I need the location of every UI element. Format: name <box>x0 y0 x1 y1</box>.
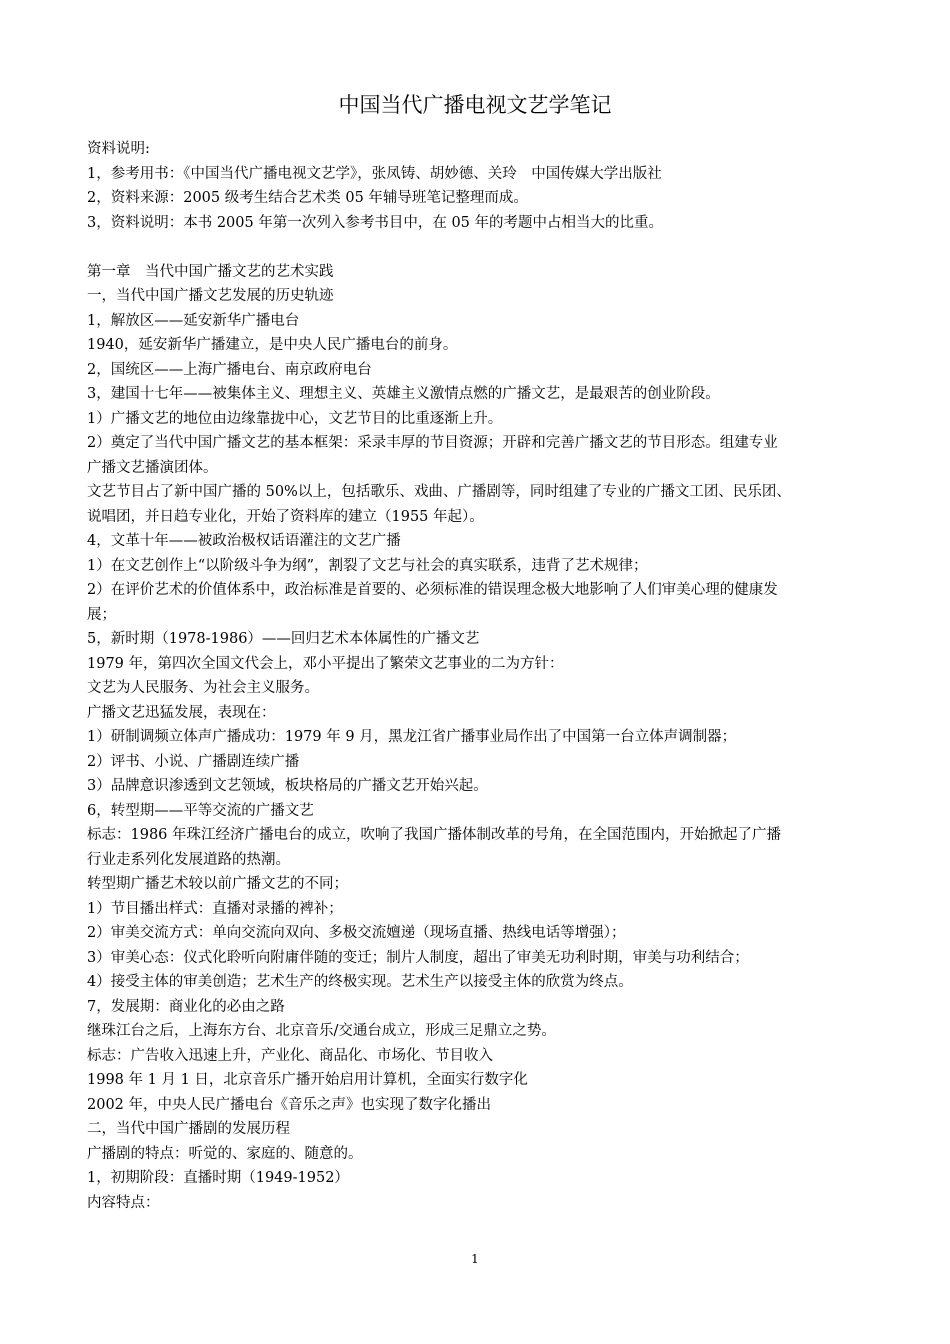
text-line: 展； <box>87 606 116 623</box>
text-line: 继珠江台之后，上海东方台、北京音乐/交通台成立，形成三足鼎立之势。 <box>87 1023 556 1039</box>
paragraph-gap <box>87 235 877 260</box>
text-line: 广播文艺播演团体。 <box>87 459 218 476</box>
text-line: 广播文艺迅猛发展，表现在： <box>87 704 276 721</box>
text-line: 4）接受主体的审美创造；艺术生产的终极实现。艺术生产以接受主体的欣赏为终点。 <box>87 974 633 990</box>
text-line: 1，解放区——延安新华广播电台 <box>87 312 300 329</box>
text-line: 广播剧的特点：听觉的、家庭的、随意的。 <box>87 1145 363 1162</box>
page-number: 1 <box>471 1252 479 1266</box>
text-line: 转型期广播艺术较以前广播文艺的不同； <box>87 876 348 892</box>
text-line: 1）节目播出样式：直播对录播的裨补； <box>87 900 343 917</box>
text-line: 2）评书、小说、广播剧连续广播 <box>87 753 300 770</box>
text-line: 2）审美交流方式：单向交流向双向、多极交流嬗递（现场直播、热线电话等增强）； <box>87 925 626 941</box>
text-line: 2002 年，中央人民广播电台《音乐之声》也实现了数字化播出 <box>87 1096 492 1113</box>
text-line: 说唱团，并日趋专业化，开始了资料库的建立（1955 年起）。 <box>87 508 484 525</box>
text-line: 2，国统区——上海广播电台、南京政府电台 <box>87 361 372 378</box>
text-line: 1979 年，第四次全国文代会上，邓小平提出了繁荣文艺事业的二为方针： <box>87 655 564 672</box>
text-line: 6，转型期——平等交流的广播文艺 <box>87 802 314 819</box>
text-line: 行业走系列化发展道路的热潮。 <box>87 851 290 868</box>
text-line: 3）审美心态：仪式化聆听向附庸伴随的变迁；制片人制度，超出了审美无功利时期，审美与功利结合； <box>87 949 749 966</box>
text-line: 1）广播文艺的地位由边缘靠拢中心，文艺节目的比重逐渐上升。 <box>87 410 503 427</box>
text-line: 第一章 当代中国广播文艺的艺术实践 <box>87 263 334 280</box>
text-line: 标志：广告收入迅速上升，产业化、商品化、市场化、节目收入 <box>87 1047 493 1064</box>
text-line: 7，发展期：商业化的必由之路 <box>87 998 285 1015</box>
text-line: 1998 年 1 月 1 日，北京音乐广播开始启用计算机，全面实行数字化 <box>87 1072 528 1088</box>
text-line: 二，当代中国广播剧的发展历程 <box>87 1121 290 1137</box>
intro-item: 2，资料来源：2005 级考生结合艺术类 05 年辅导班笔记整理而成。 <box>87 190 528 206</box>
intro-heading: 资料说明: <box>87 141 150 157</box>
text-line: 3，建国十七年——被集体主义、理想主义、英雄主义激情点燃的广播文艺，是最艰苦的创业阶段。 <box>87 386 720 402</box>
text-line: 4，文革十年——被政治极权话语灌注的文艺广播 <box>87 533 401 549</box>
text-line: 1，初期阶段：直播时期（1949-1952） <box>87 1170 349 1186</box>
text-line: 1）研制调频立体声广播成功：1979 年 9 月，黑龙江省广播事业局作出了中国第一台立体声调制器； <box>87 729 737 745</box>
text-line: 5，新时期（1978-1986）——回归艺术本体属性的广播文艺 <box>87 631 480 647</box>
text-line: 2）在评价艺术的价值体系中，政治标准是首要的、必须标准的错误理念极大地影响了人们审美心理的健康发 <box>87 582 778 598</box>
intro-item: 1，参考用书：《中国当代广播电视文艺学》，张凤铸、胡妙德、关玲 中国传媒大学出版社 <box>87 165 662 182</box>
intro-item: 3，资料说明：本书 2005 年第一次列入参考书目中，在 05 年的考题中占相当大的比重。 <box>87 214 664 231</box>
document-title: 中国当代广播电视文艺学笔记 <box>338 93 612 117</box>
text-line: 标志：1986 年珠江经济广播电台的成立，吹响了我国广播体制改革的号角，在全国范围内，开始掀起了广播 <box>87 827 782 843</box>
text-line: 1940，延安新华广播建立，是中央人民广播电台的前身。 <box>87 337 458 353</box>
text-line: 1）在文艺创作上“以阶级斗争为纲”，割裂了文艺与社会的真实联系，违背了艺术规律； <box>87 557 648 574</box>
document-body <box>87 137 877 1215</box>
text-line: 内容特点： <box>87 1194 160 1211</box>
text-line: 一，当代中国广播文艺发展的历史轨迹 <box>87 288 334 304</box>
text-line: 文艺节目占了新中国广播的 50%以上，包括歌乐、戏曲、广播剧等，同时组建了专业的广播文工团、民乐团、 <box>87 484 791 500</box>
content-lines <box>87 260 877 1216</box>
text-line: 2）奠定了当代中国广播文艺的基本框架：采录丰厚的节目资源；开辟和完善广播文艺的节目形态。组建专业 <box>87 435 778 451</box>
text-line: 3）品牌意识渗透到文艺领域，板块格局的广播文艺开始兴起。 <box>87 778 488 794</box>
text-line: 文艺为人民服务、为社会主义服务。 <box>87 680 319 696</box>
